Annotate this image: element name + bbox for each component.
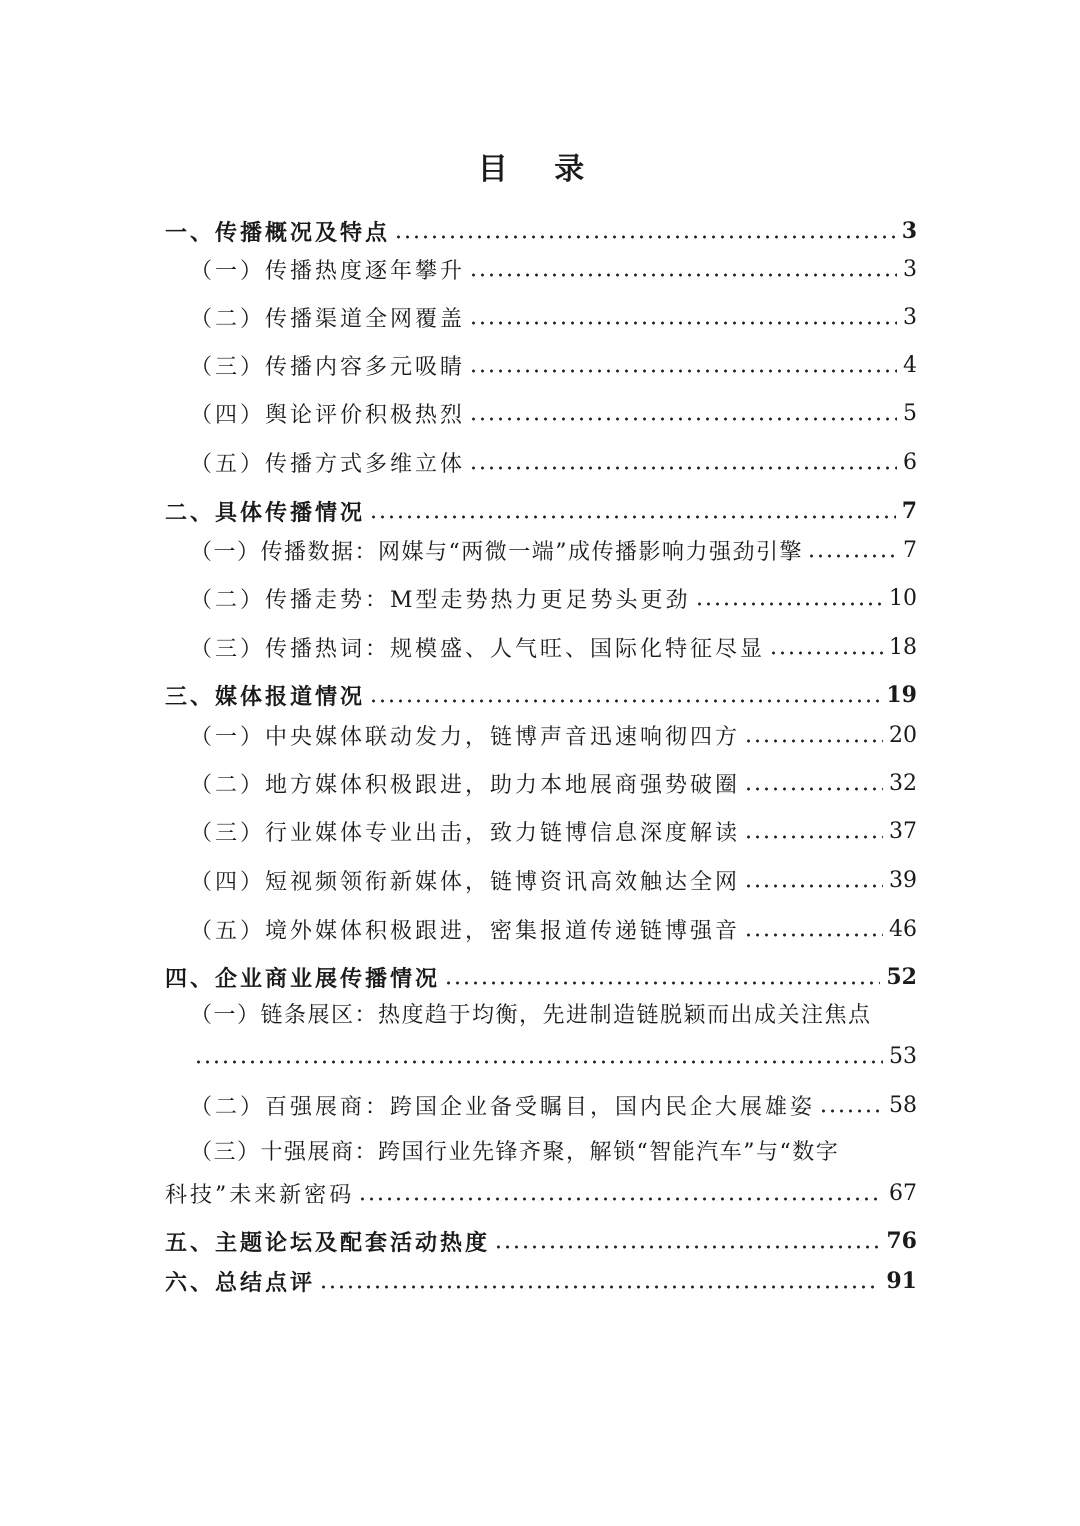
toc-leader-dots	[744, 930, 883, 940]
toc-entry-label: 科技”未来新密码	[165, 1182, 355, 1208]
toc-page-number: 18	[889, 634, 917, 660]
toc-leader-dots	[394, 232, 896, 242]
toc-page-number: 58	[889, 1092, 917, 1118]
toc-page-number: 7	[903, 537, 917, 563]
toc-entry-label: 六、总结点评	[165, 1269, 316, 1296]
toc-entry-1-3[interactable]	[190, 345, 917, 385]
toc-entry-2-3[interactable]	[190, 627, 917, 667]
toc-leader-dots	[444, 978, 880, 988]
toc-entry-1-5[interactable]	[190, 442, 917, 482]
toc-page-number: 37	[889, 818, 917, 844]
toc-entry-label: （二）传播渠道全网覆盖	[190, 306, 466, 332]
toc-page-number: 3	[903, 304, 917, 330]
toc-page-number: 6	[903, 449, 917, 475]
toc-page-number: 4	[903, 352, 917, 378]
toc-leader-dots	[494, 1242, 880, 1252]
toc-leader-dots	[369, 696, 880, 706]
toc-entry-4-1[interactable]	[190, 1036, 917, 1076]
toc-page-number: 3	[901, 218, 917, 244]
toc-page-number: 67	[889, 1180, 917, 1206]
toc-page-number: 19	[886, 682, 917, 708]
toc-page-number: 53	[889, 1043, 917, 1069]
toc-entry-label: （二）传播走势：M型走势热力更足势头更劲	[190, 587, 691, 613]
toc-leader-dots	[469, 366, 897, 376]
toc-leader-dots	[469, 414, 897, 424]
toc-leader-dots	[769, 648, 883, 658]
toc-entry-label: （五）传播方式多维立体	[190, 451, 466, 477]
toc-entry-label: 四、企业商业展传播情况	[165, 965, 441, 992]
toc-entry-label: （四）短视频领衔新媒体，链博资讯高效触达全网	[190, 869, 741, 895]
toc-page-number: 3	[903, 256, 917, 282]
toc-entry-1-1[interactable]	[190, 249, 917, 289]
toc-entry-label: （一）中央媒体联动发力，链博声音迅速响彻四方	[190, 724, 741, 750]
toc-entry-2-1[interactable]	[190, 530, 917, 570]
toc-page-number: 46	[889, 916, 917, 942]
toc-entry-label: （三）传播内容多元吸睛	[190, 354, 466, 380]
toc-entry-4-2[interactable]	[190, 1085, 917, 1125]
toc-entry-2-2[interactable]	[190, 578, 917, 618]
toc-entry-chapter-4[interactable]	[165, 957, 917, 997]
toc-page-number: 20	[889, 722, 917, 748]
toc-leader-dots	[819, 1106, 883, 1116]
toc-entry-label: （五）境外媒体积极跟进，密集报道传递链博强音	[190, 918, 741, 944]
toc-entry-label: 五、主题论坛及配套活动热度	[165, 1229, 491, 1256]
toc-entry-label: 二、具体传播情况	[165, 499, 366, 526]
toc-entry-chapter-2[interactable]	[165, 491, 917, 531]
toc-title: 目 录	[477, 152, 603, 187]
toc-page-number: 32	[889, 770, 917, 796]
toc-entry-3-4[interactable]	[190, 860, 917, 900]
toc-entry-4-3[interactable]	[165, 1173, 917, 1213]
toc-entry-4-3-line1[interactable]: （三）十强展商：跨国行业先锋齐聚，解锁“智能汽车”与“数字	[190, 1140, 840, 1165]
toc-leader-dots	[194, 1057, 883, 1067]
toc-leader-dots	[744, 736, 883, 746]
toc-leader-dots	[807, 551, 897, 561]
toc-leader-dots	[695, 599, 883, 609]
toc-entry-label: （二）百强展商：跨国企业备受瞩目，国内民企大展雄姿	[190, 1094, 816, 1120]
toc-entry-label: （一）传播热度逐年攀升	[190, 258, 466, 284]
toc-leader-dots	[319, 1282, 880, 1292]
toc-leader-dots	[358, 1194, 883, 1204]
toc-page-number: 10	[889, 585, 917, 611]
toc-entry-chapter-5[interactable]	[165, 1221, 917, 1261]
toc-entry-3-5[interactable]	[190, 909, 917, 949]
toc-entry-chapter-1[interactable]	[165, 211, 917, 251]
toc-entry-3-1[interactable]	[190, 715, 917, 755]
toc-entry-label: （四）舆论评价积极热烈	[190, 402, 466, 428]
toc-leader-dots	[469, 270, 897, 280]
toc-entry-chapter-3[interactable]	[165, 675, 917, 715]
toc-entry-4-1-line1[interactable]: （一）链条展区：热度趋于均衡，先进制造链脱颖而出成关注焦点	[190, 1003, 872, 1028]
toc-entry-label: （三）行业媒体专业出击，致力链博信息深度解读	[190, 820, 741, 846]
toc-entry-label: 一、传播概况及特点	[165, 219, 391, 246]
toc-entry-chapter-6[interactable]	[165, 1261, 917, 1301]
toc-leader-dots	[744, 832, 883, 842]
toc-leader-dots	[469, 463, 897, 473]
toc-entry-label: （一）传播数据：网媒与“两微一端”成传播影响力强劲引擎	[190, 539, 803, 565]
toc-leader-dots	[369, 512, 896, 522]
toc-entry-label: 三、媒体报道情况	[165, 683, 366, 710]
toc-page-number: 5	[903, 400, 917, 426]
toc-leader-dots	[744, 784, 883, 794]
toc-leader-dots	[744, 881, 883, 891]
toc-entry-1-2[interactable]	[190, 297, 917, 337]
toc-page-number: 39	[889, 867, 917, 893]
toc-page-number: 7	[901, 498, 917, 524]
toc-entry-label: （三）传播热词：规模盛、人气旺、国际化特征尽显	[190, 636, 766, 662]
toc-leader-dots	[469, 318, 897, 328]
toc-entry-3-2[interactable]	[190, 763, 917, 803]
toc-page-number: 91	[886, 1268, 917, 1294]
toc-entry-label: （二）地方媒体积极跟进，助力本地展商强势破圈	[190, 772, 741, 798]
toc-entry-3-3[interactable]	[190, 811, 917, 851]
toc-entry-1-4[interactable]	[190, 393, 917, 433]
toc-page-number: 76	[886, 1228, 917, 1254]
toc-page-number: 52	[886, 964, 917, 990]
